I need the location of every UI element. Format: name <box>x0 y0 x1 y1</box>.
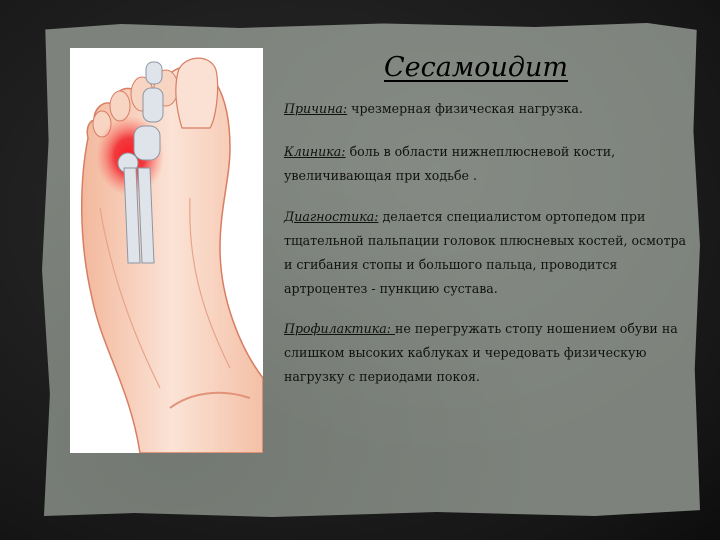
text-diagnostics: делается специалистом ортопедом при тщательной пальпации головок плюсневых костей, осмотра и сгибания стопы и большого пальца, проводится артроцентез - пункцию сустава. <box>284 209 687 296</box>
paragraph-clinic <box>284 140 694 188</box>
text-prevention: не перегружать стопу ношением обуви на слишком высоких каблуках и чередовать физическую нагрузку с периодами покоя. <box>284 321 678 384</box>
label-diagnostics: Диагностика: <box>284 209 379 224</box>
paragraph-prevention <box>284 317 694 389</box>
foot-illustration <box>70 48 263 453</box>
foot-anatomy-icon <box>70 48 263 453</box>
slide-title: Сесамоидит <box>384 52 568 83</box>
label-prevention: Профилактика: <box>284 321 395 336</box>
text-clinic: боль в области нижнеплюсневой кости, увеличивающая при ходьбе . <box>284 144 616 183</box>
paragraph-diagnostics <box>284 205 694 301</box>
paragraph-cause <box>284 97 694 121</box>
label-clinic: Клиника: <box>284 144 346 159</box>
label-cause: Причина: <box>284 101 348 116</box>
text-cause: чрезмерная физическая нагрузка. <box>347 101 583 116</box>
